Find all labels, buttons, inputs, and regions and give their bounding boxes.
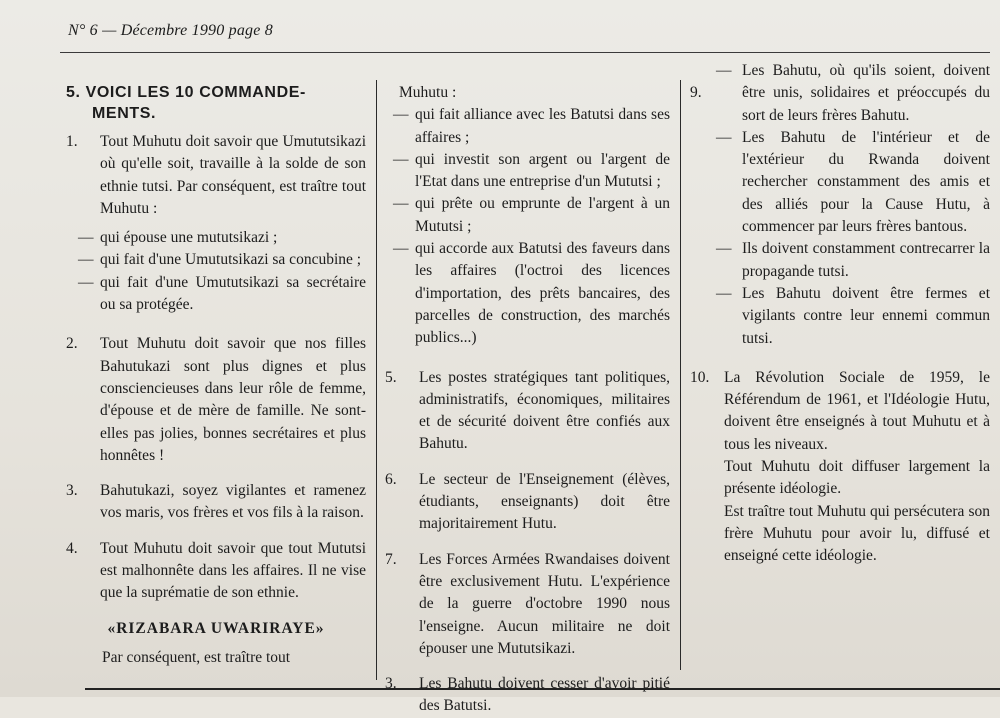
column-3 <box>690 62 990 568</box>
commandment-10-paragraph-2: Tout Muhutu doit diffuser largement la présente idéologie. <box>724 458 990 498</box>
commandment-text: Tout Muhutu doit savoir que tout Mututsi est malhonnête dans les affaires. Il ne vise que la suprématie de son ethnie. <box>100 539 366 602</box>
commandment-text: Les postes stratégiques tant politiques, administratifs, économiques, militaires et de sécurité doivent être confiés aux Bahutu. <box>419 368 670 453</box>
article-title <box>66 82 366 124</box>
commandment-4 <box>66 538 366 605</box>
continuation-text: Par conséquent, est traître tout <box>102 648 291 666</box>
commandment-number: 9. <box>690 84 702 101</box>
commandment-2 <box>66 333 366 467</box>
commandment-text: Bahutukazi, soyez vigilantes et ramenez vos maris, vos frères et vos fils à la raison. <box>100 482 366 522</box>
list-item: — qui investit son argent ou l'argent de l'Etat dans une entreprise d'un Mututsi ; <box>393 150 670 191</box>
commandment-text: Les Forces Armées Rwandaises doivent être exclusivement Hutu. L'expérience de la guerre d'octobre 1990 nous l'enseigne. Aucun militaire ne doit épouser une Mututsikazi. <box>419 550 670 657</box>
list-item: — Les Bahutu doivent être fermes et vigilants contre leur ennemi commun tutsi. <box>716 284 990 347</box>
commandment-number: 1. <box>66 133 78 150</box>
commandment-7 <box>385 549 670 660</box>
commandment-6 <box>385 469 670 536</box>
commandment-10 <box>690 367 990 456</box>
commandment-number: 3. <box>66 482 78 500</box>
list-item: — qui fait d'une Umututsikazi sa secrétaire ou sa protégée. <box>78 273 366 314</box>
list-item: — Les Bahutu, où qu'ils soient, doivent être unis, solidaires et préoccupés du sort de leurs frères Bahutu. <box>716 62 990 124</box>
column-divider-2 <box>680 80 681 670</box>
commandment-8 <box>385 673 670 718</box>
commandment-number: 7. <box>385 550 397 568</box>
running-head: N° 6 — Décembre 1990 page 8 <box>68 22 273 39</box>
commandment-5 <box>385 367 670 456</box>
bottom-rule <box>85 688 1000 690</box>
commandment-10-paragraph-3: Est traître tout Muhutu qui persécutera son frère Muhutu pour avoir lu, diffusé et enseigné cette idéologie. <box>724 502 990 565</box>
commandment-1 <box>66 131 366 220</box>
column-1 <box>66 82 366 669</box>
commandment-text: Tout Muhutu doit savoir que nos filles Bahutukazi sont plus dignes et plus consciencieuses dans leur rôle de femme, d'épouse et de mère de famille. Ne sont-elles pas jolies, bonnes secrétaires et plus honnêtes ! <box>100 335 366 464</box>
list-item: — qui accorde aux Batutsi des faveurs dans les affaires (l'octroi des licences d'importation, des prêts bancaires, des parcelles de construction, des marchés publics...) <box>393 240 670 347</box>
commandment-number: 3. <box>385 675 397 693</box>
list-item: — qui épouse une mututsikazi ; <box>78 229 278 247</box>
commandment-text: Le secteur de l'Enseignement (élèves, étudiants, enseignants) doit être majoritairement Hutu. <box>419 470 670 533</box>
column-divider-1 <box>376 80 377 680</box>
commandment-3 <box>66 480 366 525</box>
commandment-text: La Révolution Sociale de 1959, le Référendum de 1961, et l'Idéologie Hutu, doivent être enseignés à tout Muhutu et à tous les niveaux. <box>724 368 990 453</box>
article-title-line-1: 5. VOICI LES 10 COMMANDE- <box>66 84 306 101</box>
list-item: — Les Bahutu de l'intérieur et de l'extérieur du Rwanda doivent rechercher constamment des amis et des alliés pour la Cause Hutu, à commencer par leurs frères bantous. <box>716 128 990 236</box>
commandment-text: Les Bahutu doivent cesser d'avoir pitié des Batutsi. <box>419 675 670 715</box>
slogan: «RIZABARA UWARIRAYE» <box>107 619 325 637</box>
commandment-text: Tout Muhutu doit savoir que Umututsikazi où qu'elle soit, travaille à la solde de son ethnie tutsi. Par conséquent, est traître tout Muhutu : <box>100 133 366 217</box>
continuation-lead: Muhutu : <box>399 84 457 101</box>
commandment-number: 10. <box>690 368 710 386</box>
list-item: — qui fait d'une Umututsikazi sa concubine ; <box>78 251 362 269</box>
commandment-number: 4. <box>66 539 78 557</box>
column-2 <box>385 82 670 718</box>
top-rule <box>60 52 990 53</box>
list-item: — Ils doivent constamment contrecarrer la propagande tutsi. <box>716 240 990 280</box>
commandment-number: 2. <box>66 335 78 353</box>
list-item: — qui prête ou emprunte de l'argent à un Mututsi ; <box>393 195 670 235</box>
article-title-line-2: MENTS. <box>92 105 157 122</box>
commandment-number: 6. <box>385 470 397 488</box>
list-item: — qui fait alliance avec les Batutsi dans ses affaires ; <box>393 106 670 146</box>
commandment-number: 5. <box>385 368 397 386</box>
